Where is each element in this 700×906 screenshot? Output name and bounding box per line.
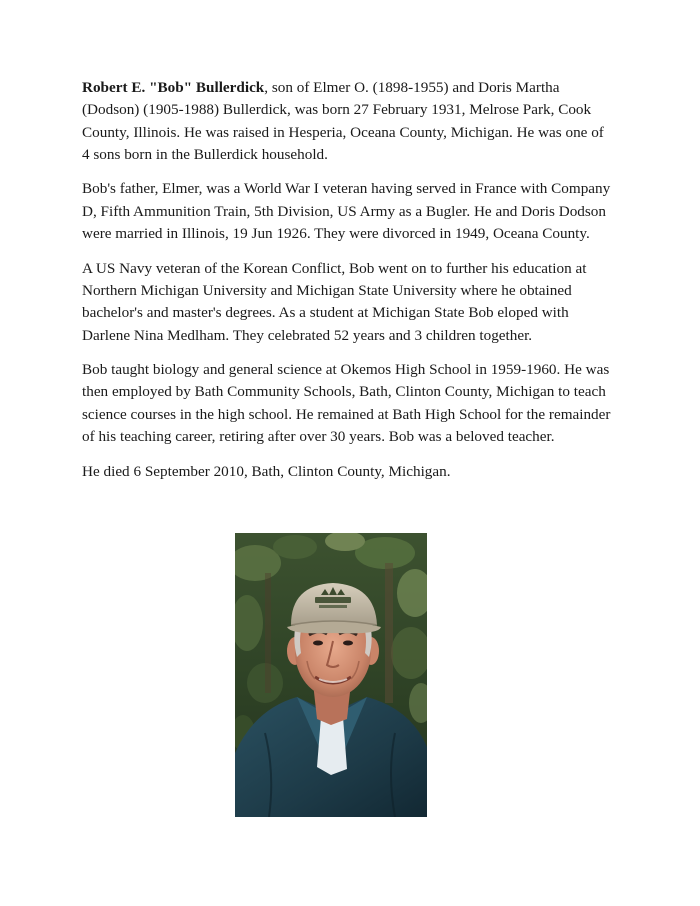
portrait-illustration [235, 533, 427, 817]
paragraph-birth [82, 77, 614, 166]
paragraph-education: A US Navy veteran of the Korean Conflict, Bob went on to further his education at Northern Michigan University and Michigan State University where he obtained bachelor's and master's degrees. As a student at Michigan State Bob eloped with Darlene Nina Medlham. They celebrated 52 years and 3 children together. [82, 259, 587, 344]
paragraph-father: Bob's father, Elmer, was a World War I veteran having served in France with Company D, Fifth Ammunition Train, 5th Division, US Army as a Bugler. He and Doris Dodson were married in Illinois, 19 Jun 1926. They were divorced in 1949, Oceana County. [82, 180, 611, 243]
paragraph-career: Bob taught biology and general science at Okemos High School in 1959-1960. He was then employed by Bath Community Schools, Bath, Clinton County, Michigan to teach science courses in the high school. He remained at Bath High School for the remainder of his teaching career, retiring after over 30 years. Bob was a beloved teacher. [82, 361, 611, 446]
paragraph-birth-text: , son of Elmer O. (1898-1955) and Doris Martha (Dodson) (1905-1988) Bullerdick, was born 27 February 1931, Melrose Park, Cook County, Illinois. He was raised in Hesperia, Oceana County, Michigan. He was one of 4 sons born in the Bullerdick household. [82, 79, 604, 163]
portrait-photo [235, 533, 427, 817]
subject-name: Robert E. "Bob" Bullerdick [82, 79, 265, 96]
paragraph-death: He died 6 September 2010, Bath, Clinton County, Michigan. [82, 462, 451, 480]
obituary-text [82, 77, 614, 495]
